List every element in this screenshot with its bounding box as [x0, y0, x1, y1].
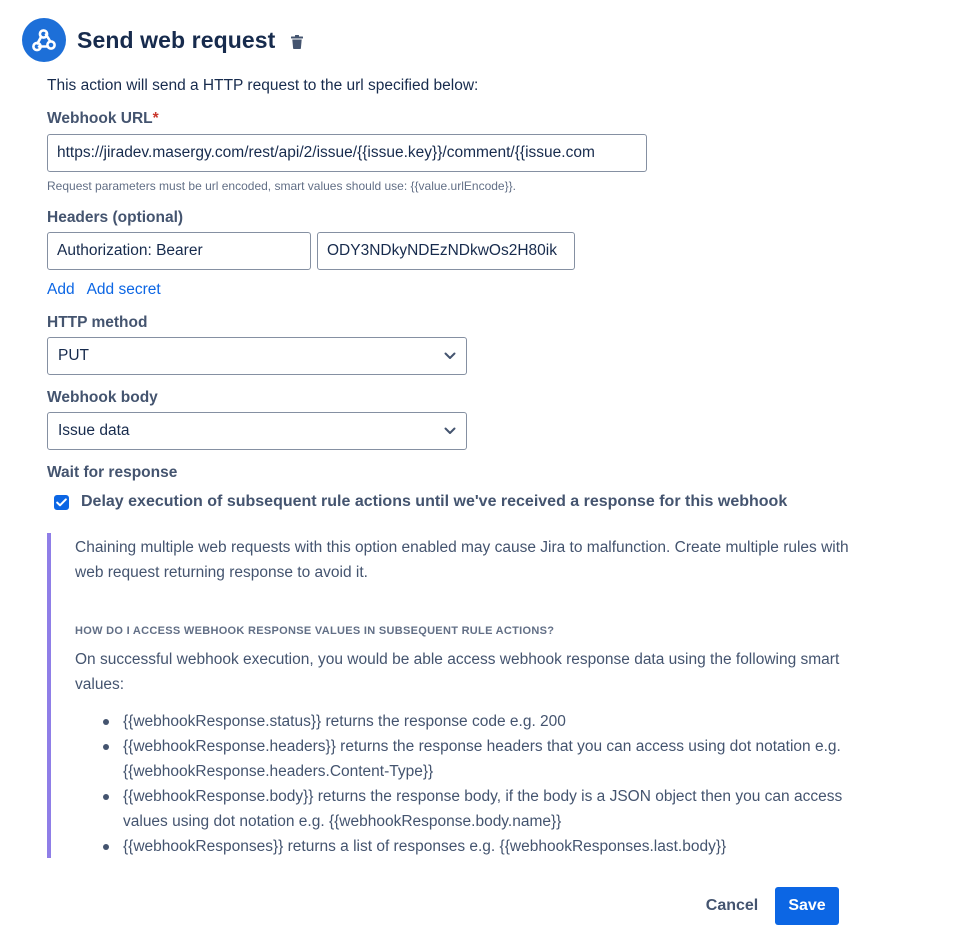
- list-item: {{webhookResponse.status}} returns the response code e.g. 200: [75, 709, 867, 734]
- list-item: {{webhookResponse.headers}} returns the response headers that you can access using dot notation e.g. {{webhookResponse.headers.Content-Type}}: [75, 734, 867, 784]
- warning-text: Chaining multiple web requests with this option enabled may cause Jira to malfunction. Create multiple rules with web request returning response to avoid it.: [75, 539, 849, 581]
- page-header: [22, 18, 305, 62]
- chevron-down-icon: [444, 347, 456, 365]
- info-intro-text: On successful webhook execution, you would be able access webhook response data using the following smart values:: [75, 651, 840, 693]
- webhook-url-help: Request parameters must be url encoded, smart values should use: {{value.urlEncode}}.: [47, 179, 516, 193]
- list-item: {{webhookResponses}} returns a list of responses e.g. {{webhookResponses.last.body}}: [75, 834, 867, 859]
- required-marker: *: [152, 110, 159, 127]
- webhook-body-select[interactable]: [47, 412, 467, 450]
- webhook-icon: [22, 18, 66, 62]
- webhook-body-label: Webhook body: [47, 389, 158, 406]
- wait-for-response-label: Wait for response: [47, 464, 178, 481]
- info-panel: [47, 533, 867, 858]
- trash-icon[interactable]: [289, 34, 305, 50]
- info-subheading: HOW DO I ACCESS WEBHOOK RESPONSE VALUES IN SUBSEQUENT RULE ACTIONS?: [75, 625, 555, 637]
- smart-values-list: [75, 709, 867, 859]
- http-method-value: PUT: [58, 347, 89, 364]
- header-name-input[interactable]: [47, 232, 311, 270]
- add-secret-link[interactable]: Add secret: [86, 281, 161, 298]
- webhook-body-value: Issue data: [58, 422, 130, 439]
- delay-execution-checkbox[interactable]: [54, 495, 69, 510]
- delay-execution-label[interactable]: Delay execution of subsequent rule actions until we've received a response for this webhook: [81, 493, 788, 510]
- chevron-down-icon: [444, 422, 456, 440]
- save-button[interactable]: Save: [775, 887, 839, 925]
- add-header-link[interactable]: Add: [47, 281, 75, 298]
- webhook-url-label: Webhook URL*: [47, 110, 159, 127]
- cancel-button[interactable]: Cancel: [705, 897, 759, 914]
- http-method-select[interactable]: [47, 337, 467, 375]
- action-description: This action will send a HTTP request to the url specified below:: [47, 77, 479, 94]
- http-method-label: HTTP method: [47, 314, 148, 331]
- list-item: {{webhookResponse.body}} returns the response body, if the body is a JSON object then you can access values using dot notation e.g. {{webhookResponse.body.name}}: [75, 784, 867, 834]
- headers-label: Headers (optional): [47, 209, 184, 226]
- webhook-url-input[interactable]: [47, 134, 647, 172]
- header-value-input[interactable]: [317, 232, 575, 270]
- page-title: Send web request: [77, 26, 276, 53]
